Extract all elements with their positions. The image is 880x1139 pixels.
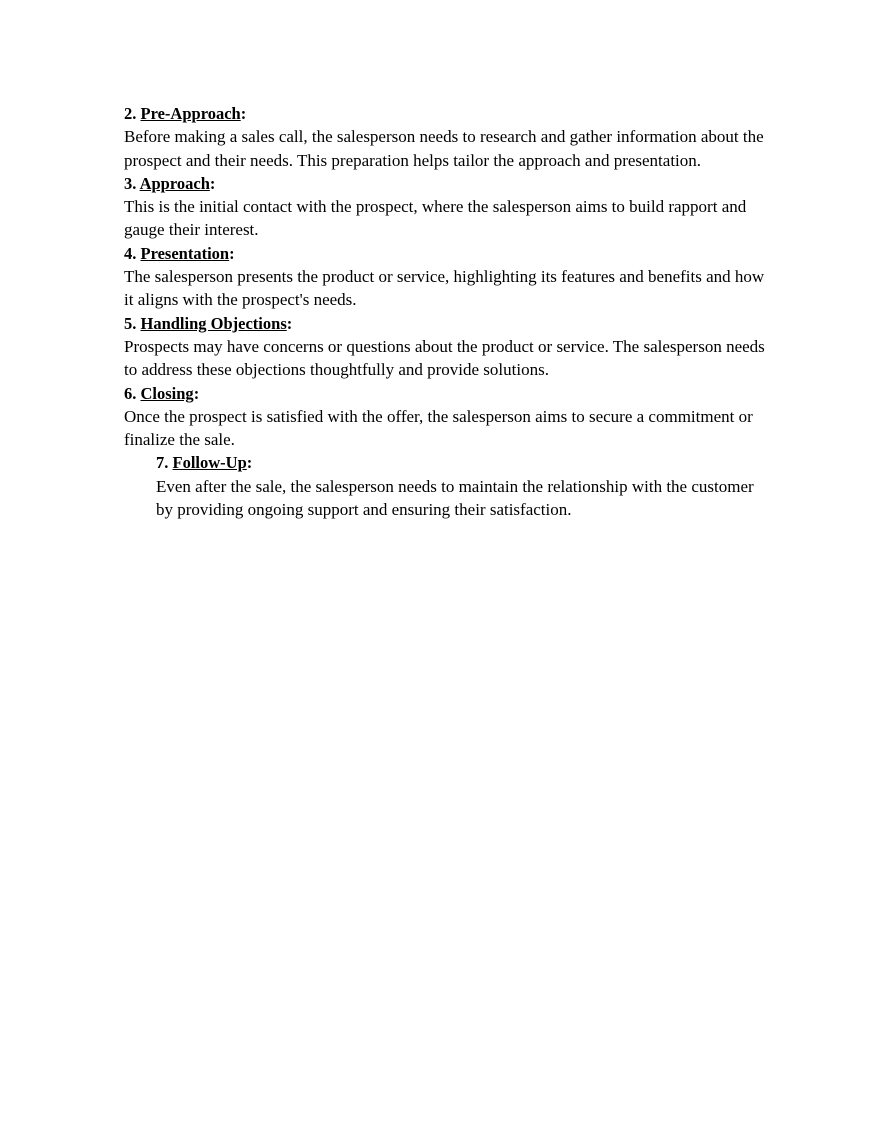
step-block: [124, 172, 772, 242]
step-term: Pre-Approach: [140, 104, 241, 123]
step-number: 6.: [124, 383, 137, 403]
step-heading: [124, 102, 772, 125]
step-block: [124, 102, 772, 172]
step-body: Prospects may have concerns or questions about the product or service. The salesperson needs to address these objections thoughtfully and provide solutions.: [124, 336, 765, 380]
step-block: [124, 312, 772, 382]
step-heading: [124, 312, 772, 335]
document-content: [124, 102, 772, 521]
step-block: [124, 242, 772, 312]
step-number: 2.: [124, 104, 137, 123]
step-term: Closing: [140, 383, 194, 403]
step-colon: :: [246, 453, 253, 473]
step-heading: [124, 382, 772, 405]
step-number: 7.: [156, 453, 169, 473]
step-body: This is the initial contact with the prospect, where the salesperson aims to build rapport and gauge their interest.: [124, 197, 747, 240]
step-number: 5.: [124, 313, 137, 333]
step-term: Approach: [139, 173, 210, 193]
step-body: Before making a sales call, the salesperson needs to research and gather information about the prospect and their needs. This preparation helps tailor the approach and presentation.: [124, 127, 764, 170]
step-block: [156, 451, 772, 521]
step-body: Even after the sale, the salesperson needs to maintain the relationship with the customer by providing ongoing support and ensuring their satisfaction.: [156, 476, 754, 520]
step-colon: :: [240, 104, 247, 123]
step-heading: [124, 172, 772, 195]
step-number: 3.: [124, 173, 137, 193]
step-heading: [124, 242, 772, 265]
step-colon: :: [209, 173, 216, 193]
step-body: Once the prospect is satisfied with the offer, the salesperson aims to secure a commitment or finalize the sale.: [124, 406, 753, 450]
step-block: [124, 382, 772, 452]
step-term: Presentation: [140, 243, 230, 263]
step-term: Follow-Up: [172, 453, 247, 473]
step-body: The salesperson presents the product or service, highlighting its features and benefits and how it aligns with the prospect's needs.: [124, 267, 765, 310]
step-colon: :: [193, 383, 200, 403]
step-term: Handling Objections: [140, 313, 287, 333]
step-number: 4.: [124, 243, 137, 263]
step-heading: [156, 451, 772, 474]
step-colon: :: [229, 243, 235, 263]
step-colon: :: [286, 313, 293, 333]
